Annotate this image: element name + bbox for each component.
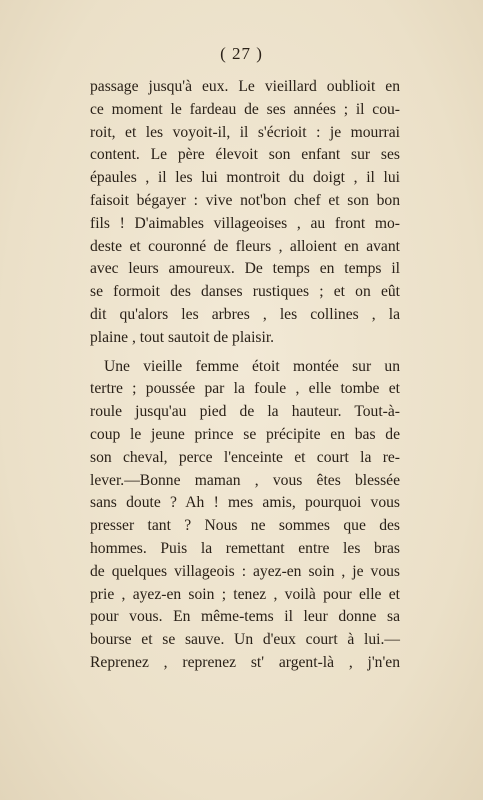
text-line: sans doute ? Ah ! mes amis, pourquoi vous <box>90 494 400 512</box>
text-line: coup le jeune prince se précipite en bas de <box>90 425 400 443</box>
text-line: Reprenez , reprenez st' argent-là , j'n'en <box>90 653 400 671</box>
text-line: bourse et se sauve. Un d'eux court à lui.— <box>90 631 400 649</box>
text-line: presser tant ? Nous ne sommes que des <box>90 517 400 535</box>
text-line: deste et couronné de fleurs , alloient en avant <box>90 237 400 255</box>
text-line: Une vieille femme étoit montée sur un <box>104 357 400 375</box>
text-line: prie , ayez-en soin ; tenez , voilà pour elle et <box>90 585 400 603</box>
text-line: avec leurs amoureux. De temps en temps il <box>90 260 400 278</box>
text-line: son cheval, perce l'enceinte et court la re- <box>90 448 400 466</box>
text-line: content. Le père élevoit son enfant sur ses <box>90 146 400 164</box>
text-line: tertre ; poussée par la foule , elle tombe et <box>90 380 400 398</box>
text-line: dit qu'alors les arbres , les collines , la <box>90 305 400 323</box>
text-line: épaules , il les lui montroit du doigt , il lui <box>90 169 400 187</box>
text-line: roit, et les voyoit-il, il s'écrioit : je mourrai <box>90 123 400 141</box>
text-line: hommes. Puis la remettant entre les bras <box>90 539 400 557</box>
text-line: se formoit des danses rustiques ; et on eût <box>90 283 400 301</box>
text-line: plaine , tout sautoit de plaisir. <box>90 328 275 346</box>
paragraph-1 <box>90 76 400 350</box>
text-line: pour vous. En même-tems il leur donne sa <box>90 608 400 626</box>
text-line: faisoit bégayer : vive not'bon chef et son bon <box>90 191 400 209</box>
paragraph-2 <box>90 356 400 675</box>
text-line: passage jusqu'à eux. Le vieillard oublioit en <box>90 78 400 95</box>
text-line: de quelques villageois : ayez-en soin , je vous <box>90 562 400 580</box>
text-line: ce moment le fardeau de ses années ; il cou- <box>90 100 400 118</box>
page-number: ( 27 ) <box>220 44 263 63</box>
text-line: lever.—Bonne maman , vous êtes blessée <box>90 471 400 489</box>
text-line: fils ! D'aimables villageoises , au front mo- <box>90 214 400 232</box>
body-text <box>90 76 400 675</box>
text-line: roule jusqu'au pied de la hauteur. Tout-à- <box>90 403 400 421</box>
